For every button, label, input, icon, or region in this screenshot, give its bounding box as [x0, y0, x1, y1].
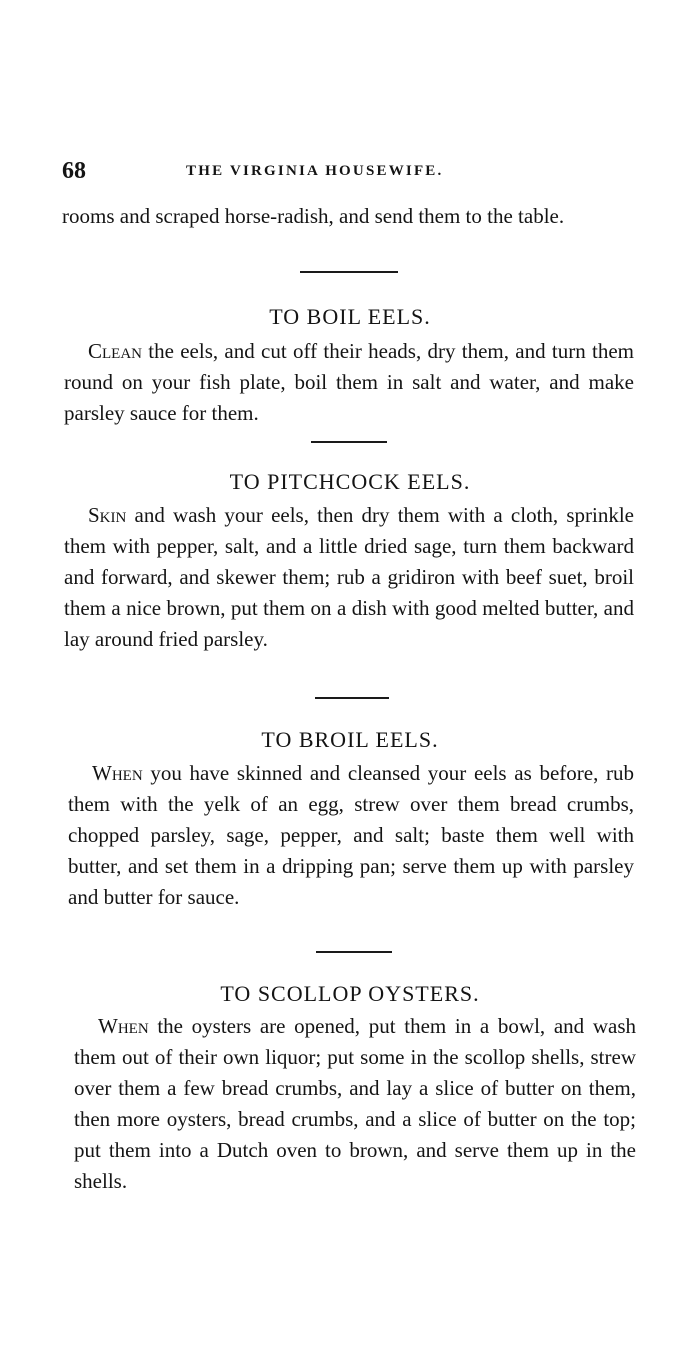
recipe-paragraph [74, 1011, 636, 1197]
section-heading-broil-eels: TO BROIL EELS. [261, 727, 439, 752]
lead-word: When [92, 761, 143, 785]
continuation-paragraph [62, 201, 634, 232]
section-body-pitchcock-eels [64, 500, 634, 655]
section-body-scollop-oysters [74, 1011, 636, 1197]
section-divider [316, 951, 392, 953]
section-body-boil-eels [64, 336, 634, 429]
running-head [62, 158, 622, 188]
recipe-paragraph [64, 500, 634, 655]
section-heading-pitchcock-eels: TO PITCHCOCK EELS. [229, 469, 471, 494]
section-heading-scollop-oysters: TO SCOLLOP OYSTERS. [220, 981, 480, 1006]
section-body-broil-eels [68, 758, 634, 913]
running-title: THE VIRGINIA HOUSEWIFE. [186, 163, 444, 179]
section-divider [300, 271, 398, 273]
recipe-paragraph [68, 758, 634, 913]
recipe-text: and wash your eels, then dry them with a cloth, sprinkle them with pepper, salt, and a little dried sage, turn them backward and forward, and skewer them; rub a gridiron with beef suet, broil them a nice brown, put them on a dish with good melted butter, and lay around fried parsley. [64, 503, 634, 651]
recipe-text: the eels, and cut off their heads, dry them, and turn them round on your fish plate, boil them in salt and water, and make parsley sauce for them. [64, 339, 634, 425]
recipe-text: the oysters are opened, put them in a bowl, and wash them out of their own liquor; put some in the scollop shells, strew over them a few bread crumbs, and lay a slice of butter on them, then more oysters, bread crumbs, and a slice of butter on the top; put them into a Dutch oven to brown, and serve them up in the shells. [74, 1014, 636, 1193]
recipe-text: you have skinned and cleansed your eels as before, rub them with the yelk of an egg, strew over them bread crumbs, chopped parsley, sage, pepper, and salt; baste them well with butter, and set them in a dripping pan; serve them up with parsley and butter for sauce. [68, 761, 634, 909]
page-number: 68 [62, 158, 86, 184]
section-divider [315, 697, 389, 699]
recipe-paragraph [64, 336, 634, 429]
continuation-text: rooms and scraped horse-radish, and send them to the table. [62, 204, 565, 228]
lead-word: Skin [88, 503, 127, 527]
lead-word: Clean [88, 339, 142, 363]
section-divider [311, 441, 387, 443]
section-heading-boil-eels: TO BOIL EELS. [269, 304, 431, 329]
lead-word: When [98, 1014, 149, 1038]
